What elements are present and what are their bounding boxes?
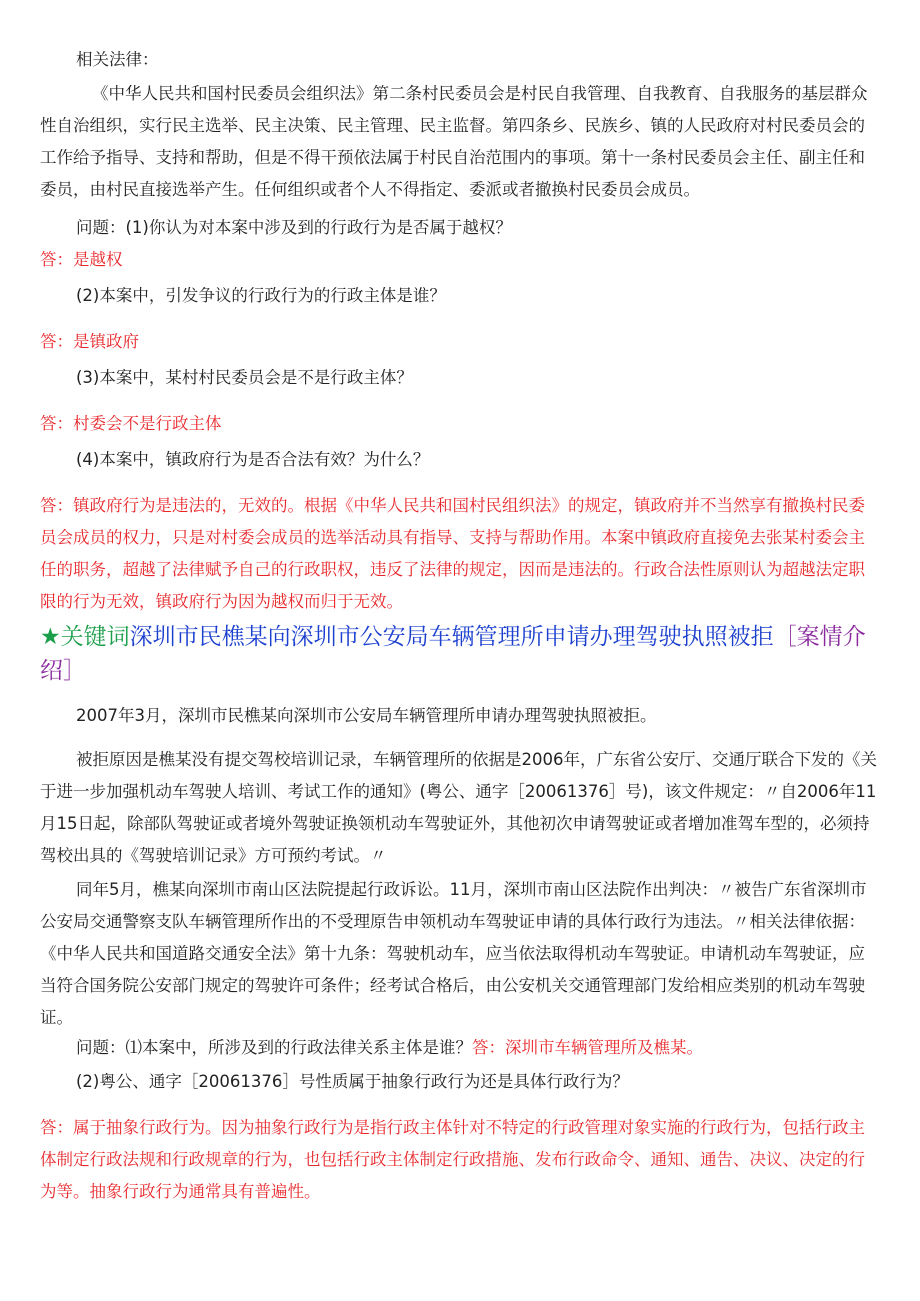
question-3: (3)本案中，某村村民委员会是不是行政主体？: [76, 368, 413, 387]
case-answer-2: 答：属于抽象行政行为。因为抽象行政行为是指行政主体针对不特定的行政管理对象实施的行政行为，包括行政主体制定行政法规和行政规章的行为，也包括行政主体制定行政措施、发布行政命令、通知、通告、决议、决定的行为等。抽象行政行为通常具有普遍性。: [40, 1118, 865, 1201]
star-icon: ★: [40, 624, 61, 650]
case-question-1: [40, 1032, 880, 1064]
case-question-2: (2)粤公、通字［20061376］号性质属于抽象行政行为还是具体行政行为？: [76, 1072, 629, 1091]
answer-2: 答：是镇政府: [40, 332, 139, 351]
question-1: 问题：(1)你认为对本案中涉及到的行政行为是否属于越权？: [76, 218, 512, 237]
case-paragraph-2: 被拒原因是樵某没有提交驾校培训记录，车辆管理所的依据是2006年，广东省公安厅、交通厅联合下发的《关于进一步加强机动车驾驶人培训、考试工作的通知》(粤公、通字［20061376］号)，该文件规定：〃自2006年11月15日起，除部队驾驶证或者境外驾驶证换领机动车驾驶证外，其他初次申请驾驶证或者增加准驾车型的，必须持驾校出具的《驾驶培训记录》方可预约考试。〃: [40, 750, 877, 865]
keyword-label: 关键词: [60, 624, 130, 650]
answer-4: 答：镇政府行为是违法的，无效的。根据《中华人民共和国村民组织法》的规定，镇政府并不当然享有撤换村民委员会成员的权力，只是对村委会成员的选举活动具有指导、支持与帮助作用。本案中镇政府直接免去张某村委会主任的职务，超越了法律赋予自己的行政职权，违反了法律的规定，因而是违法的。行政合法性原则认为超越法定职限的行为无效，镇政府行为因为越权而归于无效。: [40, 496, 865, 611]
law-text: 《中华人民共和国村民委员会组织法》第二条村民委员会是村民自我管理、自我教育、自我服务的基层群众性自治组织，实行民主选举、民主决策、民主管理、民主监督。第四条乡、民族乡、镇的人民政府对村民委员会的工作给予指导、支持和帮助，但是不得干预依法属于村民自治范围内的事项。第十一条村民委员会主任、副主任和委员，由村民直接选举产生。任何组织或者个人不得指定、委派或者撤换村民委员会成员。: [40, 84, 868, 199]
question-2: (2)本案中，引发争议的行政行为的行政主体是谁？: [76, 286, 446, 305]
case-paragraph-1: 2007年3月，深圳市民樵某向深圳市公安局车辆管理所申请办理驾驶执照被拒。: [76, 706, 657, 725]
case-answer-1: 答：深圳市车辆管理所及樵某。: [472, 1038, 703, 1057]
answer-1: 答：是越权: [40, 250, 123, 269]
keyword-title: 深圳市民樵某向深圳市公安局车辆管理所申请办理驾驶执照被拒: [129, 624, 774, 650]
question-4: (4)本案中，镇政府行为是否合法有效？为什么？: [76, 450, 430, 469]
related-law-label: 相关法律：: [76, 50, 159, 69]
case-intro-label: ［案情介绍］: [40, 624, 866, 684]
answer-3: 答：村委会不是行政主体: [40, 414, 222, 433]
case-paragraph-3: 同年5月，樵某向深圳市南山区法院提起行政诉讼。11月，深圳市南山区法院作出判决：〃被告广东省深圳市公安局交通警察支队车辆管理所作出的不受理原告申领机动车驾驶证申请的具体行政行为违法。〃相关法律依据：《中华人民共和国道路交通安全法》第十九条：驾驶机动车，应当依法取得机动车驾驶证。申请机动车驾驶证，应当符合国务院公安部门规定的驾驶许可条件；经考试合格后，由公安机关交通管理部门发给相应类别的机动车驾驶证。: [40, 880, 867, 1027]
case-question-1-text: 问题：⑴本案中，所涉及到的行政法律关系主体是谁？: [76, 1038, 472, 1057]
keyword-heading: [40, 620, 890, 688]
